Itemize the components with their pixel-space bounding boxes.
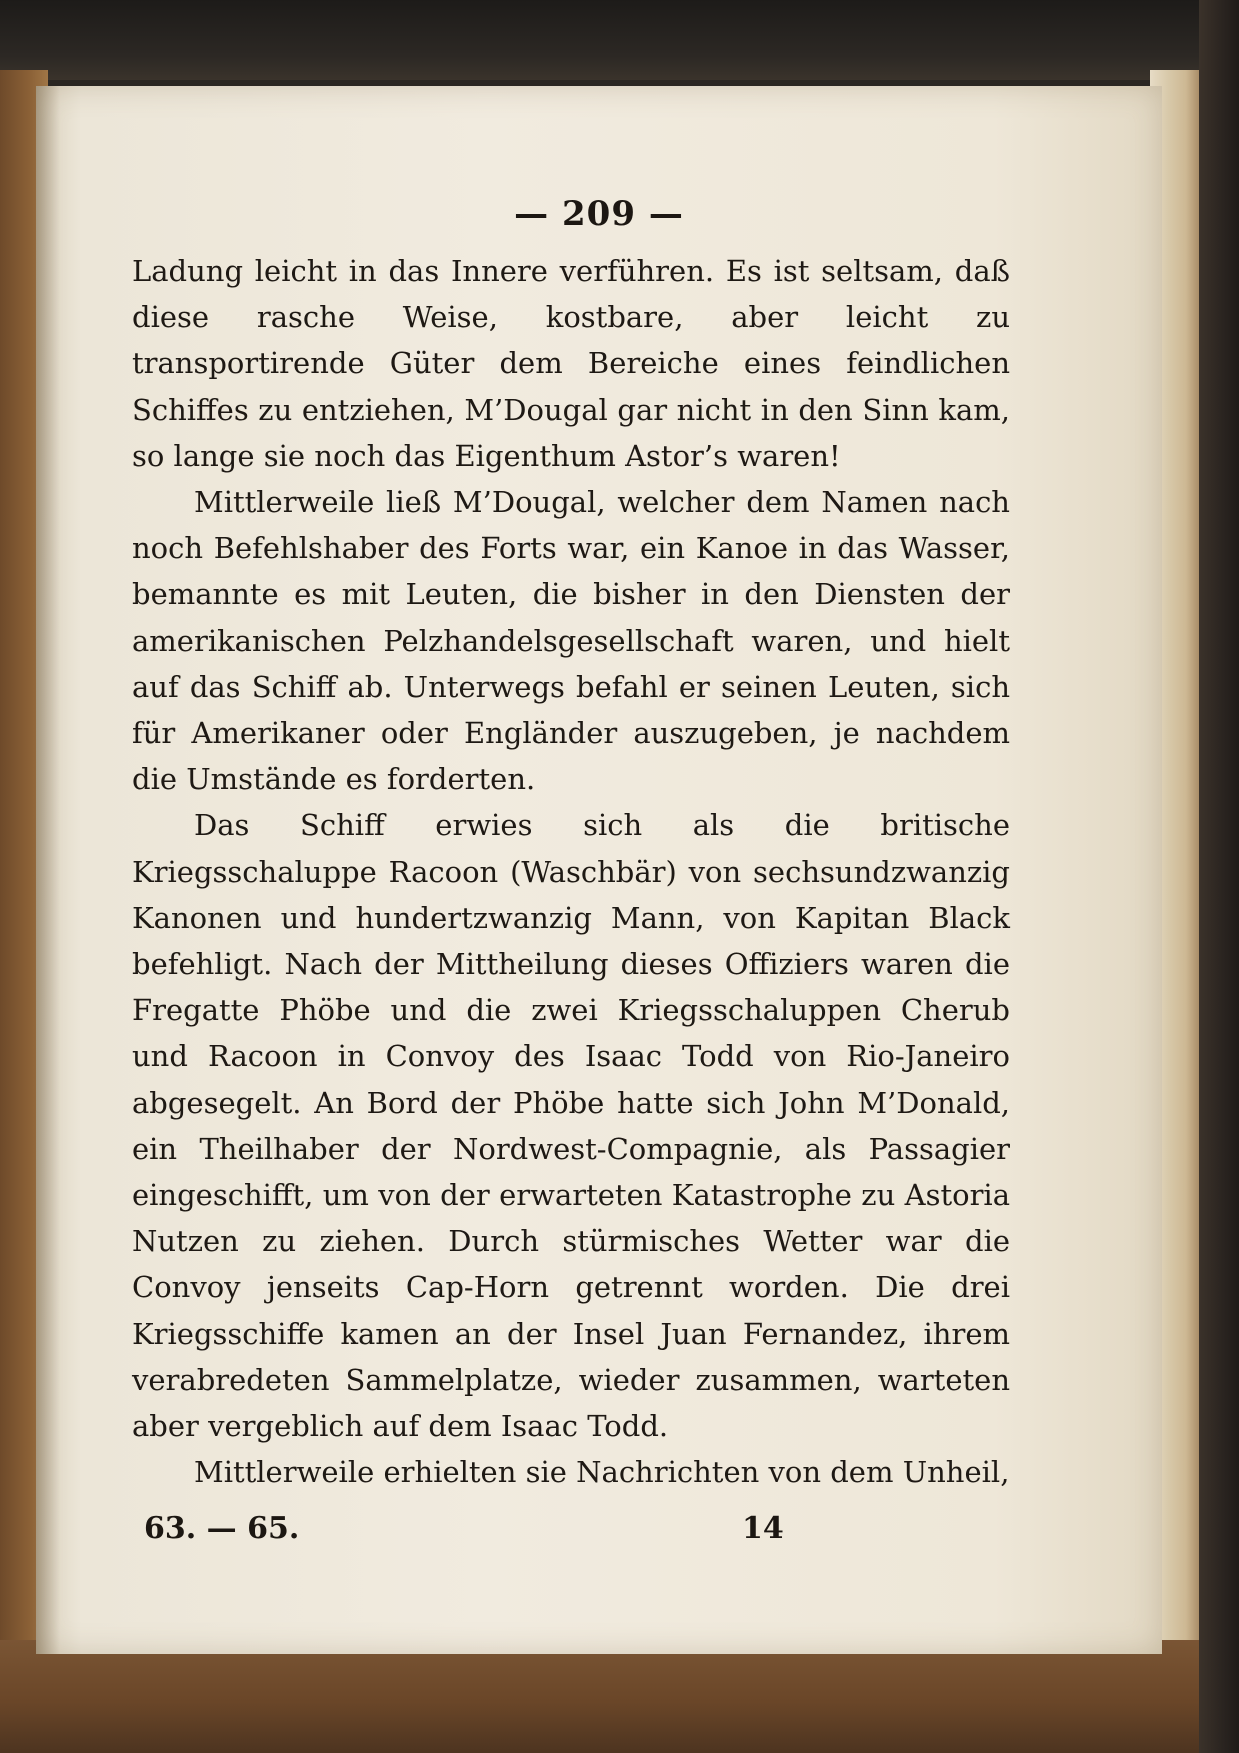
book-page [36,86,1162,1654]
body-text [132,248,1010,1495]
paragraph: Ladung leicht in das Innere verführen. Es ist seltsam, daß diese rasche Weise, kostbare, aber leicht zu transportirende Güter dem Bereiche eines feindlichen Schiffes zu entziehen, M’Dougal gar nicht in den Sinn kam, so lange sie noch das Eigenthum Astor’s waren! [132,254,1010,473]
background-right [1199,0,1239,1753]
gutter-shadow [36,86,60,1654]
paragraph: Mittlerweile erhielten sie Nachrichten von dem Unheil, [194,1455,1010,1490]
background-top [0,0,1239,80]
paragraph: Das Schiff erwies sich als die britische Kriegsschaluppe Racoon (Waschbär) von sechsundzwanzig Kanonen und hundertzwanzig Mann, von Kapitan Black befehligt. Nach der Mittheilung dieses Offiziers waren die Fregatte Phöbe und die zwei Kriegsschaluppen Cherub und Racoon in Convoy des Isaac Todd von Rio-Janeiro abgesegelt. An Bord der Phöbe hatte sich John M’Donald, ein Theilhaber der Nordwest-Compagnie, als Passagier eingeschifft, um von der erwarteten Katastrophe zu Astoria Nutzen zu ziehen. Durch stürmisches Wetter war die Convoy jenseits Cap-Horn getrennt worden. Die drei Kriegsschiffe kamen an der Insel Juan Fernandez, ihrem verabredeten Sammelplatze, wieder zusammen, warteten aber vergeblich auf dem Isaac Todd. [132,808,1010,1444]
book-cover-bottom [0,1640,1239,1753]
paragraph: Mittlerweile ließ M’Dougal, welcher dem Namen nach noch Befehlshaber des Forts war, ein Kanoe in das Wasser, bemannte es mit Leuten, die bisher in den Diensten der amerikanischen Pelzhandelsgesellschaft waren, und hielt auf das Schiff ab. Unterwegs befahl er seinen Leuten, sich für Amerikaner oder Engländer auszugeben, je nachdem die Umstände es forderten. [132,485,1010,797]
page-header: — 209 — [514,194,684,234]
sheet-number: 14 [742,1511,784,1546]
signature-mark: 63. — 65. [144,1511,300,1546]
